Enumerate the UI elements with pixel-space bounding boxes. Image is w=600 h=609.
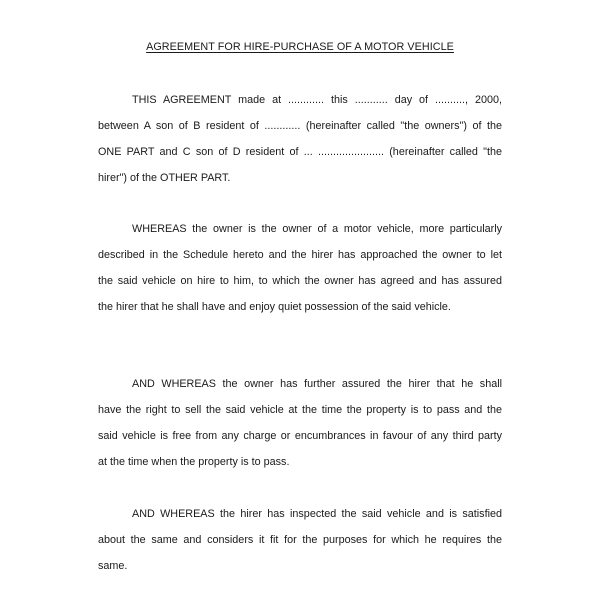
text-line: about the same and considers it fit for the purposes for which he requires the <box>98 534 502 546</box>
document-title: AGREEMENT FOR HIRE-PURCHASE OF A MOTOR VEHICLE <box>146 41 454 53</box>
text-line: WHEREAS the owner is the owner of a motor vehicle, more particularly <box>132 223 502 235</box>
text-line: same. <box>98 560 128 572</box>
text-line: between A son of B resident of ............ (hereinafter called "the owners") of the <box>98 120 502 132</box>
text-line: ONE PART and C son of D resident of ... ...................... (hereinafter called "the <box>98 146 502 158</box>
text-line: hirer") of the OTHER PART. <box>98 172 231 184</box>
text-line: THIS AGREEMENT made at ............ this ........... day of .........., 2000, <box>132 94 502 106</box>
text-line: said vehicle is free from any charge or encumbrances in favour of any third party <box>98 430 502 442</box>
text-line: AND WHEREAS the hirer has inspected the said vehicle and is satisfied <box>132 508 502 520</box>
text-line: described in the Schedule hereto and the hirer has approached the owner to let <box>98 249 502 261</box>
text-line: have the right to sell the said vehicle at the time the property is to pass and the <box>98 404 502 416</box>
text-line: the hirer that he shall have and enjoy quiet possession of the said vehicle. <box>98 301 451 313</box>
text-line: AND WHEREAS the owner has further assured the hirer that he shall <box>132 378 502 390</box>
text-line: at the time when the property is to pass. <box>98 456 290 468</box>
text-line: the said vehicle on hire to him, to which the owner has agreed and has assured <box>98 275 502 287</box>
